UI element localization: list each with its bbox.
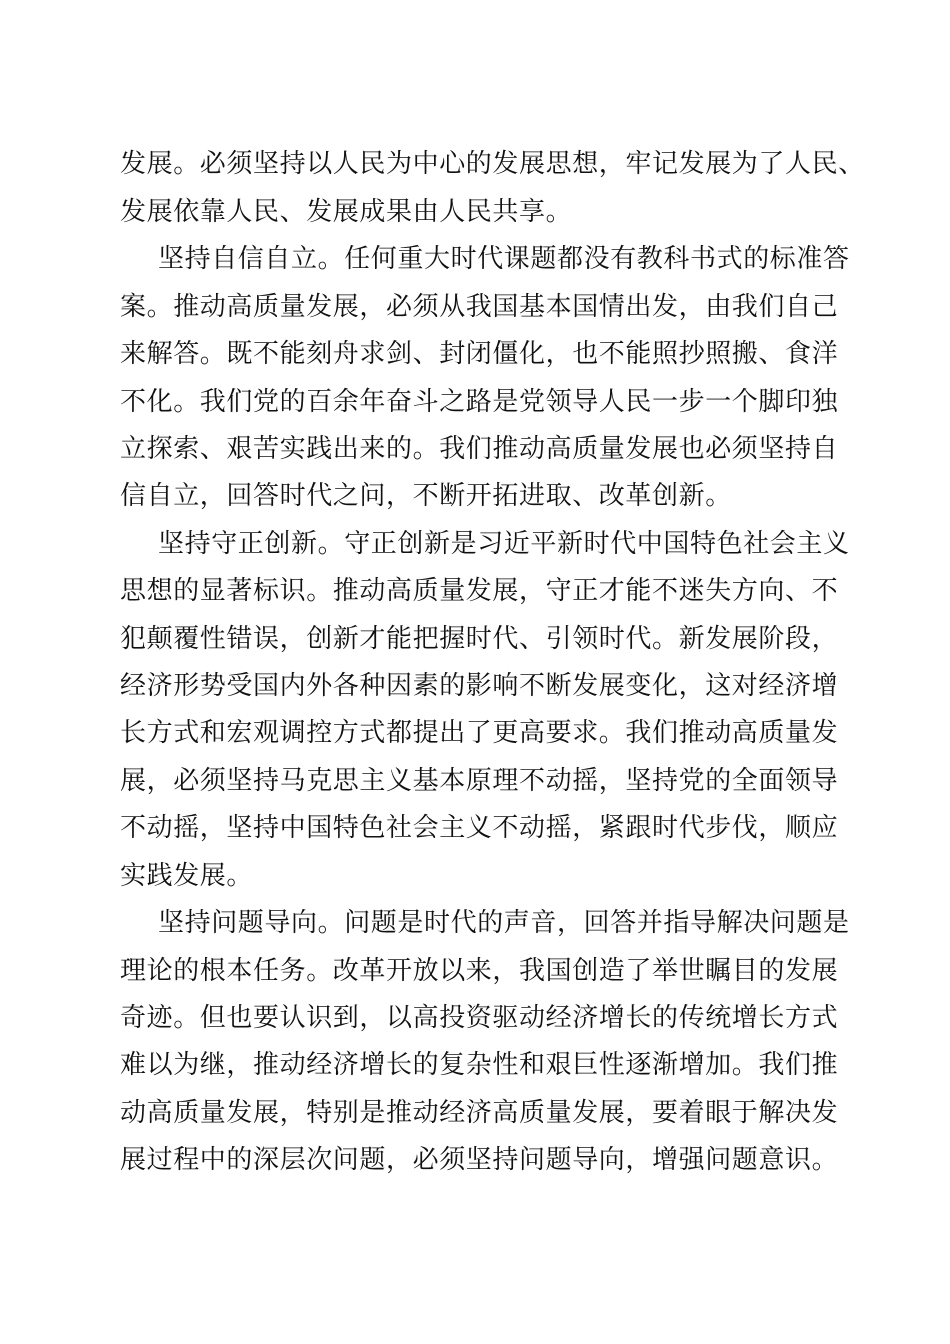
text-line: 发展。必须坚持以人民为中心的发展思想，牢记发展为了人民、 — [120, 149, 865, 179]
text-line: 展过程中的深层次问题，必须坚持问题导向，增强问题意识。 — [120, 1145, 839, 1175]
text-line: 犯颠覆性错误，创新才能把握时代、引领时代。新发展阶段， — [120, 624, 839, 654]
text-line: 来解答。既不能刻舟求剑、封闭僵化，也不能照抄照搬、食洋 — [120, 339, 839, 369]
text-line: 难以为继，推动经济增长的复杂性和艰巨性逐渐增加。我们推 — [120, 1050, 839, 1080]
text-line: 坚持自信自立。任何重大时代课题都没有教科书式的标准答 — [158, 244, 850, 274]
text-line: 立探索、艰苦实践出来的。我们推动高质量发展也必须坚持自 — [120, 434, 839, 464]
text-line: 发展依靠人民、发展成果由人民共享。 — [120, 197, 573, 227]
text-line: 实践发展。 — [120, 861, 254, 891]
text-line: 信自立，回答时代之问，不断开拓进取、改革创新。 — [120, 481, 732, 511]
text-line: 奇迹。但也要认识到，以高投资驱动经济增长的传统增长方式 — [120, 1003, 839, 1033]
text-line: 理论的根本任务。改革开放以来，我国创造了举世瞩目的发展 — [120, 956, 839, 986]
text-line: 经济形势受国内外各种因素的影响不断发展变化，这对经济增 — [120, 671, 839, 701]
text-line: 思想的显著标识。推动高质量发展，守正才能不迷失方向、不 — [120, 576, 839, 606]
text-line: 长方式和宏观调控方式都提出了更高要求。我们推动高质量发 — [120, 718, 839, 748]
text-line: 案。推动高质量发展，必须从我国基本国情出发，由我们自己 — [120, 292, 839, 322]
text-line: 不化。我们党的百余年奋斗之路是党领导人民一步一个脚印独 — [120, 387, 839, 417]
text-line: 坚持问题导向。问题是时代的声音，回答并指导解决问题是 — [158, 908, 850, 938]
text-line: 坚持守正创新。守正创新是习近平新时代中国特色社会主义 — [158, 529, 850, 559]
text-line: 展，必须坚持马克思主义基本原理不动摇，坚持党的全面领导 — [120, 766, 839, 796]
text-line: 不动摇，坚持中国特色社会主义不动摇，紧跟时代步伐，顺应 — [120, 813, 839, 843]
text-line: 动高质量发展，特别是推动经济高质量发展，要着眼于解决发 — [120, 1098, 839, 1128]
